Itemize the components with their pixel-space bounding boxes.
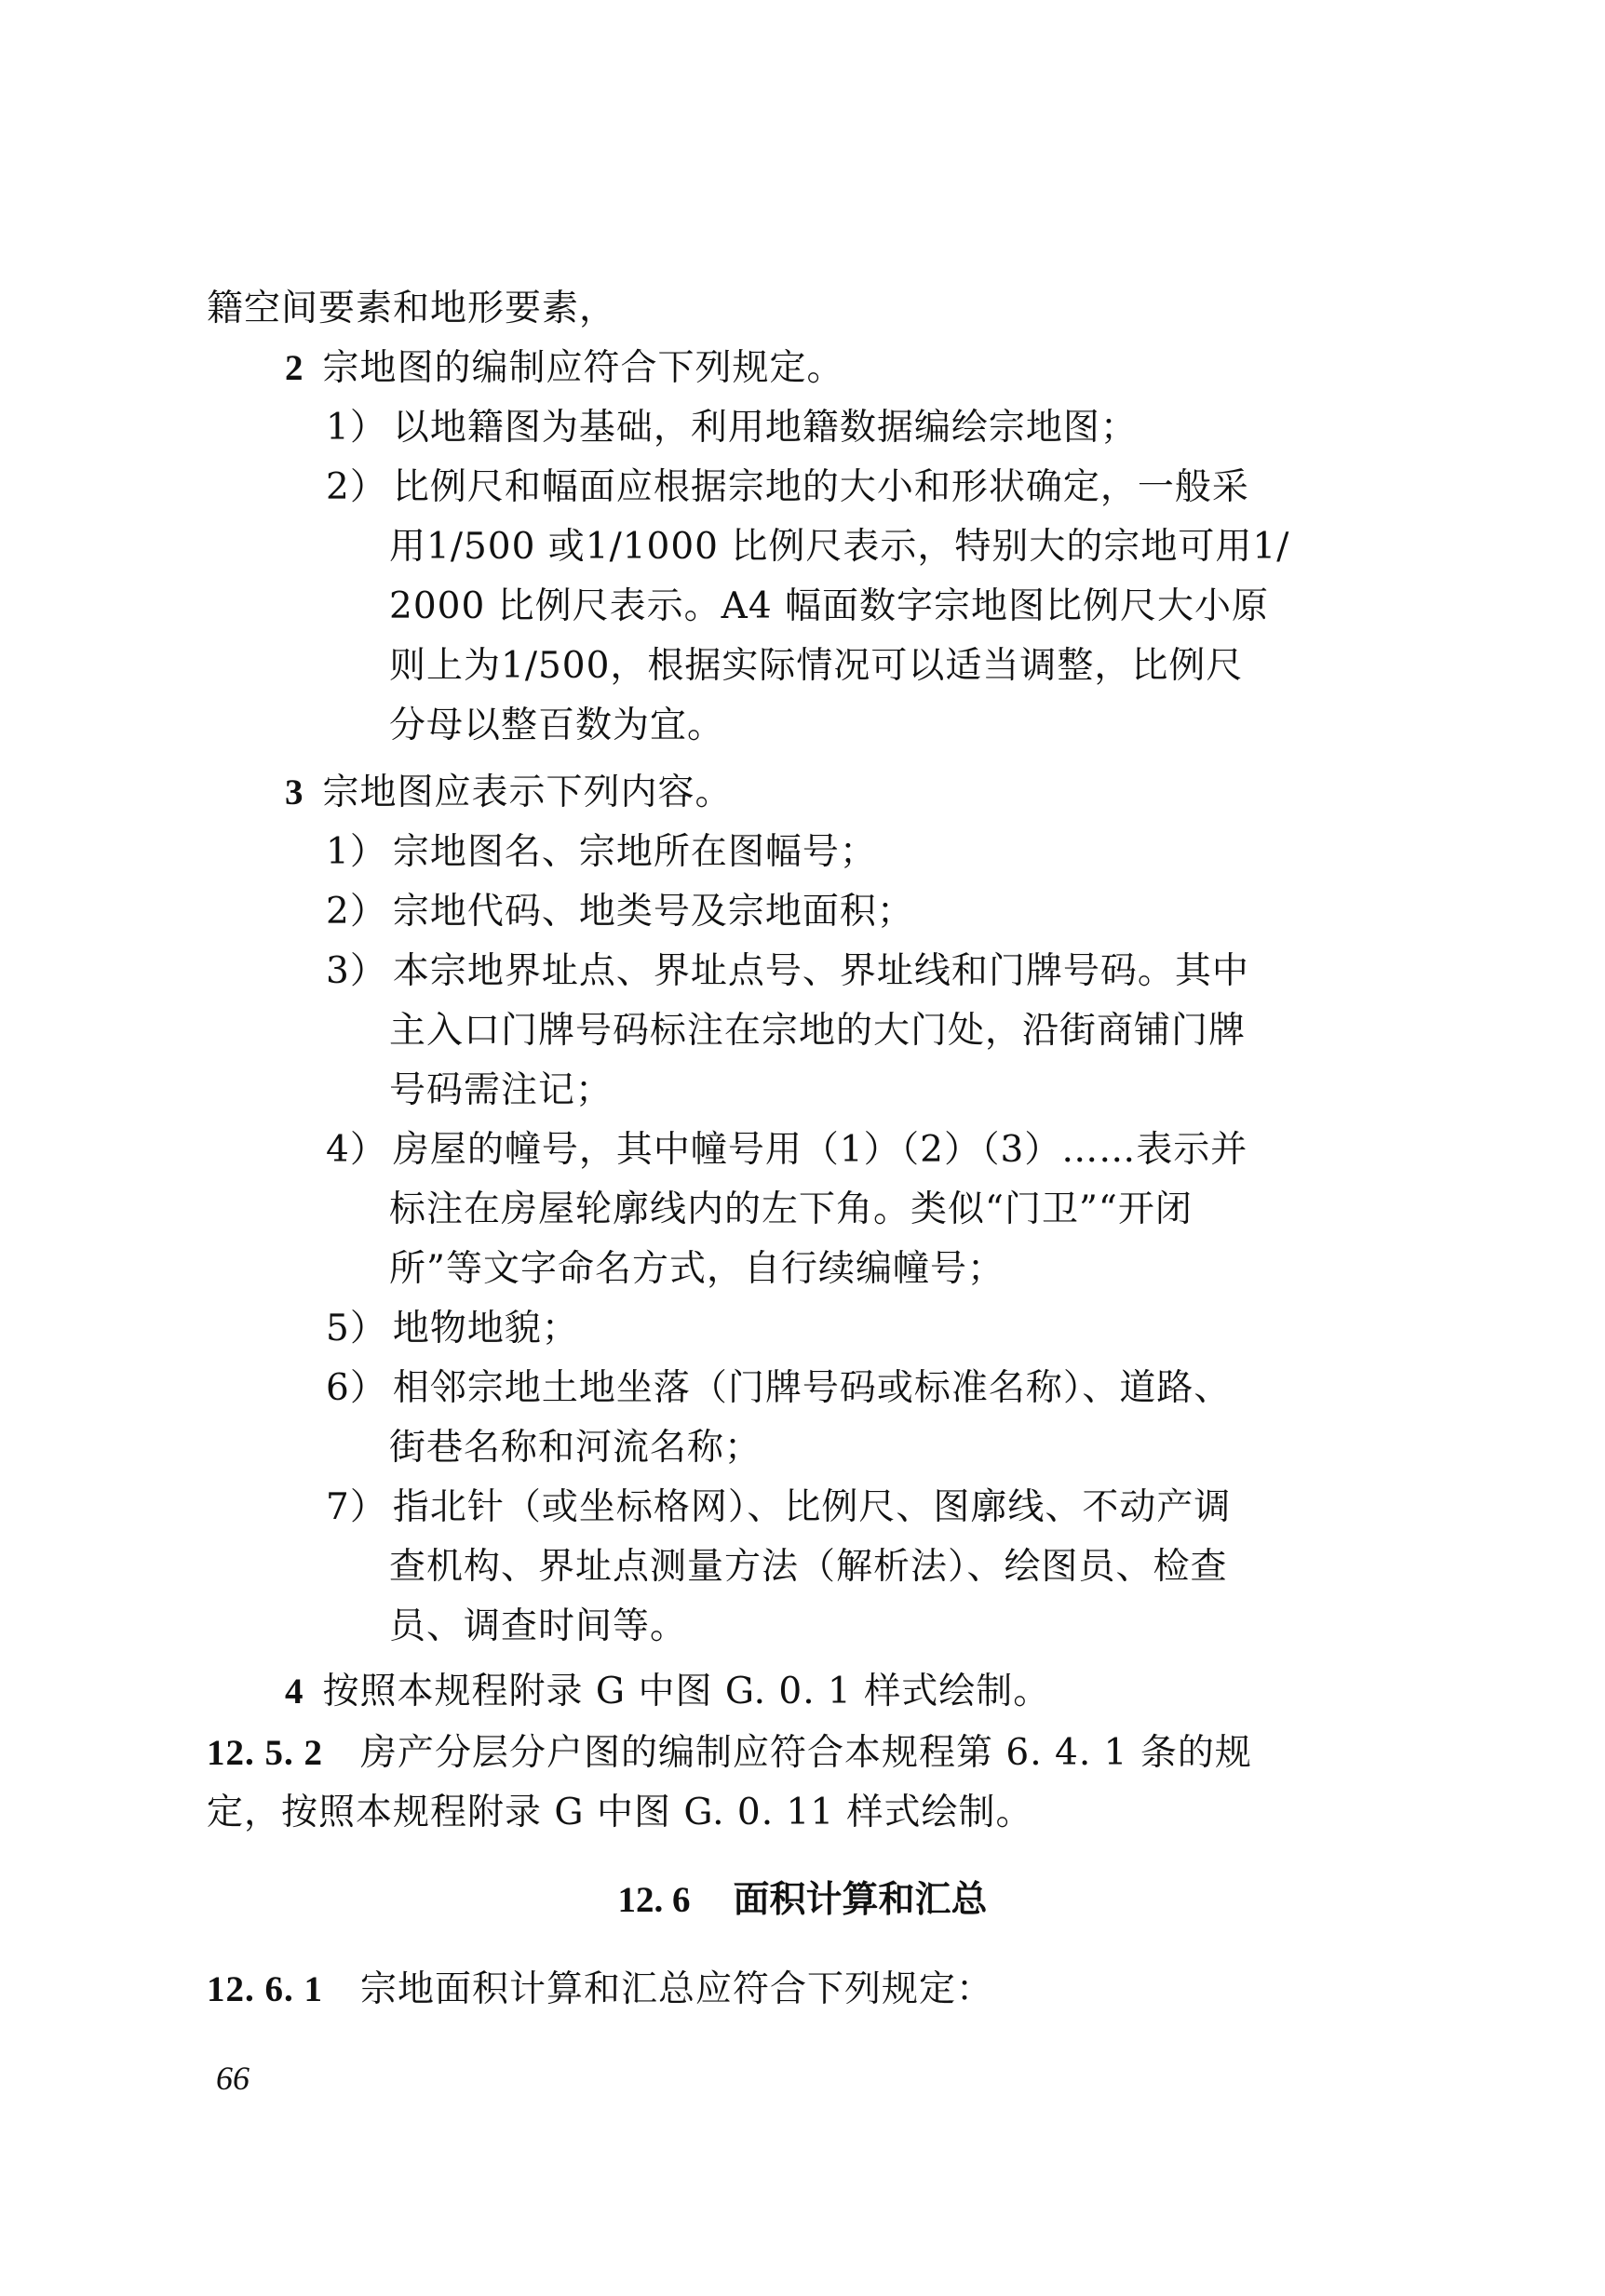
sub-item-number: 2） bbox=[326, 891, 387, 933]
text-line bbox=[389, 696, 724, 756]
section-heading-title: 面积计算和汇总 bbox=[733, 1879, 988, 1921]
text-line bbox=[389, 1001, 1246, 1061]
sub-item-text: 本宗地界址点、界址点号、界址线和门牌号码。其中 bbox=[392, 950, 1249, 992]
clause-number: 12. 6. 1 bbox=[207, 1969, 323, 2009]
sub-list-item bbox=[326, 398, 1138, 458]
item-number: 3 bbox=[285, 772, 304, 812]
clause-number: 12. 5. 2 bbox=[207, 1733, 323, 1773]
text-line-content: 号码需注记； bbox=[389, 1069, 614, 1111]
text-line-content: 则上为1/500，根据实际情况可以适当调整，比例尺 bbox=[389, 645, 1244, 687]
text-line-content: 街巷名称和河流名称； bbox=[389, 1427, 762, 1469]
sub-list-item bbox=[326, 1478, 1231, 1537]
list-item bbox=[285, 1662, 1050, 1722]
sub-item-number: 6） bbox=[326, 1367, 387, 1409]
sub-item-number: 5） bbox=[326, 1308, 387, 1349]
sub-item-text: 地物地貌； bbox=[392, 1308, 579, 1349]
text-line bbox=[389, 1061, 613, 1121]
text-line-content: 用1/500 或1/1000 比例尺表示，特别大的宗地可用1/ bbox=[389, 526, 1290, 568]
sub-list-item bbox=[326, 1299, 579, 1359]
item-text: 宗地图应表示下列内容。 bbox=[322, 772, 733, 813]
clause-text: 宗地面积计算和汇总应符合下列规定： bbox=[360, 1968, 994, 2010]
item-text: 按照本规程附录 G 中图 G. 0. 1 样式绘制。 bbox=[322, 1671, 1051, 1712]
section-heading-number: 12. 6 bbox=[617, 1880, 691, 1920]
sub-item-number: 1） bbox=[326, 407, 387, 449]
list-item bbox=[285, 339, 844, 398]
text-line-content: 所”等文字命名方式，自行续编幢号； bbox=[389, 1248, 1005, 1290]
text-line-content: 分母以整百数为宜。 bbox=[389, 705, 725, 746]
item-text: 宗地图的编制应符合下列规定。 bbox=[322, 347, 844, 389]
text-line-content: 主入口门牌号码标注在宗地的大门处，沿街商铺门牌 bbox=[389, 1010, 1247, 1052]
sub-item-number: 2） bbox=[326, 466, 387, 508]
text-line bbox=[389, 637, 1243, 696]
text-line-content: 定，按照本规程附录 G 中图 G. 0. 11 样式绘制。 bbox=[207, 1792, 1033, 1833]
clause bbox=[207, 1724, 1252, 1783]
sub-list-item bbox=[326, 1121, 1248, 1180]
text-line bbox=[207, 279, 616, 339]
sub-item-text: 指北针（或坐标格网）、比例尺、图廓线、不动产调 bbox=[392, 1486, 1232, 1528]
section-heading bbox=[0, 1871, 1605, 1930]
sub-item-text: 以地籍图为基础，利用地籍数据编绘宗地图； bbox=[392, 407, 1138, 449]
sub-item-number: 1） bbox=[326, 831, 387, 873]
text-line bbox=[389, 1240, 1005, 1299]
text-line bbox=[389, 1418, 762, 1478]
list-item bbox=[285, 763, 733, 823]
sub-item-number: 4） bbox=[326, 1129, 387, 1171]
item-number: 4 bbox=[285, 1672, 304, 1712]
sub-list-item bbox=[326, 882, 914, 942]
text-line-content: 2000 比例尺表示。A4 幅面数字宗地图比例尺大小原 bbox=[389, 585, 1270, 627]
text-line bbox=[389, 1180, 1193, 1240]
sub-item-text: 房屋的幢号，其中幢号用（1）（2）（3）……表示并 bbox=[392, 1129, 1248, 1171]
item-number: 2 bbox=[285, 348, 304, 388]
sub-item-text: 宗地代码、地类号及宗地面积； bbox=[392, 891, 914, 933]
text-line bbox=[389, 577, 1269, 637]
text-line bbox=[207, 1783, 1033, 1843]
text-line-content: 标注在房屋轮廓线内的左下角。类似“门卫”“开闭 bbox=[389, 1188, 1193, 1230]
sub-item-text: 宗地图名、宗地所在图幅号； bbox=[392, 831, 877, 873]
sub-item-number: 3） bbox=[326, 950, 387, 992]
text-line bbox=[389, 1537, 1228, 1597]
sub-item-text: 比例尺和幅面应根据宗地的大小和形状确定，一般采 bbox=[392, 466, 1249, 508]
sub-list-item bbox=[326, 1359, 1231, 1418]
text-line bbox=[389, 517, 1289, 577]
sub-item-text: 相邻宗地土地坐落（门牌号码或标准名称）、道路、 bbox=[392, 1367, 1232, 1409]
clause-text: 房产分层分户图的编制应符合本规程第 6. 4. 1 条的规 bbox=[360, 1732, 1252, 1774]
text-line-content: 籍空间要素和地形要素， bbox=[207, 288, 617, 329]
text-line bbox=[389, 1597, 687, 1657]
text-line-content: 员、调查时间等。 bbox=[389, 1605, 688, 1647]
text-line-content: 查机构、界址点测量方法（解析法）、绘图员、检查 bbox=[389, 1546, 1228, 1588]
sub-item-number: 7） bbox=[326, 1486, 387, 1528]
sub-list-item bbox=[326, 458, 1249, 517]
sub-list-item bbox=[326, 823, 877, 882]
clause bbox=[207, 1960, 993, 2020]
sub-list-item bbox=[326, 942, 1249, 1001]
page-number: 66 bbox=[216, 2060, 250, 2097]
